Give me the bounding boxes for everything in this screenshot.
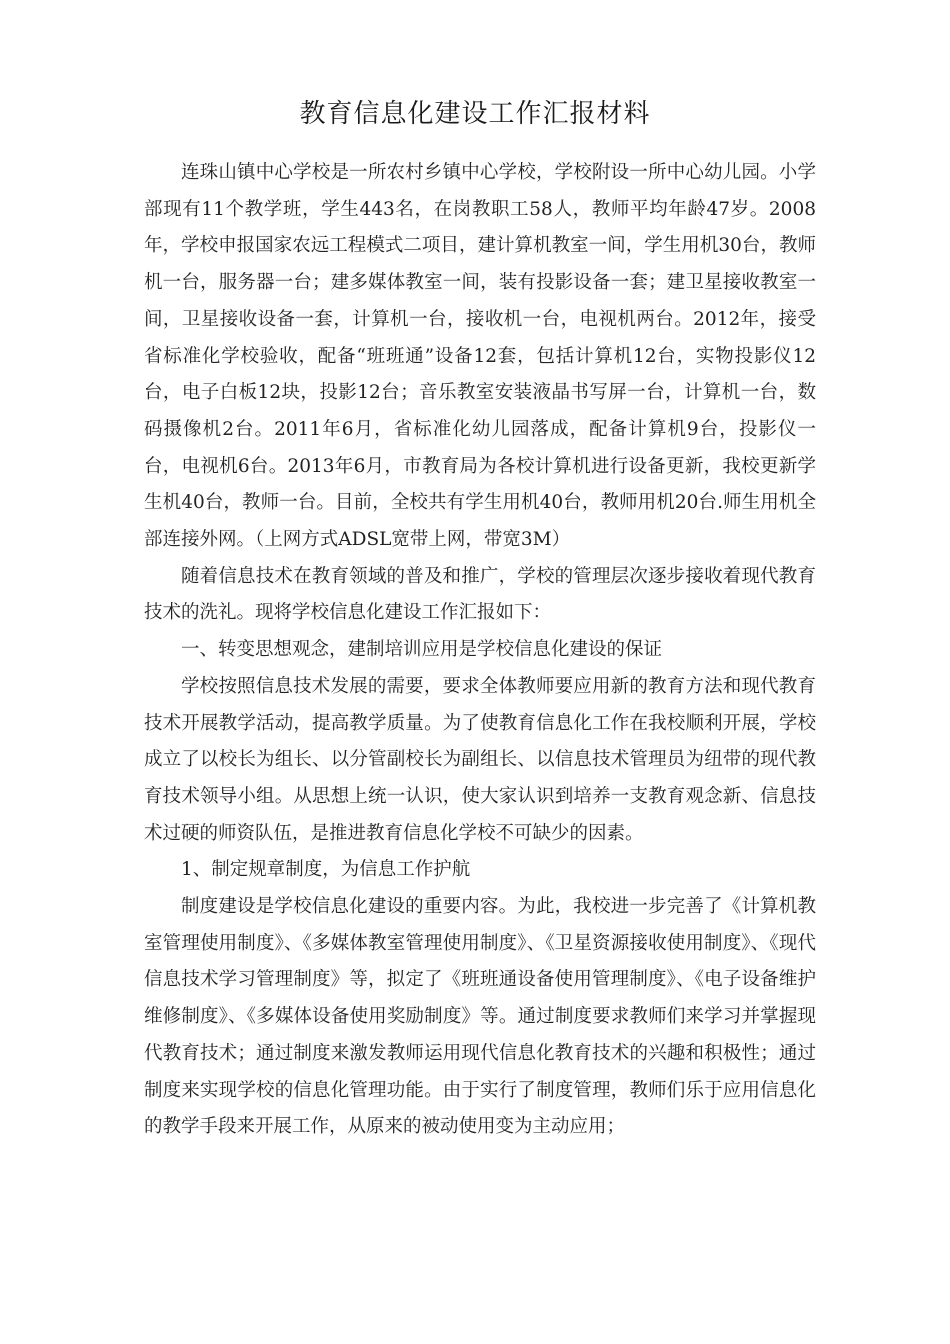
document-title: 教育信息化建设工作汇报材料 (299, 99, 651, 129)
subsection-heading-1: 1、制定规章制度，为信息工作护航 (181, 859, 471, 881)
paragraph-introduction: 随着信息技术在教育领域的普及和推广，学校的管理层次逐步接收着现代教育技术的洗礼。现将学校信息化建设工作汇报如下： (144, 565, 816, 624)
paragraph-school-overview: 连珠山镇中心学校是一所农村乡镇中心学校，学校附设一所中心幼儿园。小学部现有11个教学班，学生443名，在岗教职工58人，教师平均年龄47岁。2008年，学校申报国家农远工程模式二项目，建计算机教室一间，学生用机30台，教师机一台，服务器一台；建多媒体教室一间，装有投影设备一套；建卫星接收教室一间，卫星接收设备一套，计算机一台，接收机一台，电视机两台。2012年，接受省标准化学校验收，配备“班班通”设备12套，包括计算机12台，实物投影仪12台，电子白板12块，投影12台；音乐教室安装液晶书写屏一台，计算机一台，数码摄像机2台。2011年6月，省标准化幼儿园落成，配备计算机9台，投影仪一台，电视机6台。2013年6月，市教育局为各校计算机进行设备更新，我校更新学生机40台，教师一台。目前，全校共有学生用机40台，教师用机20台.师生用机全部连接外网。（上网方式ADSL宽带上网，带宽3M） (144, 162, 816, 551)
paragraph-regulations: 制度建设是学校信息化建设的重要内容。为此，我校进一步完善了《计算机教室管理使用制度》、《多媒体教室管理使用制度》、《卫星资源接收使用制度》、《现代信息技术学习管理制度》等，拟定了《班班通设备使用管理制度》、《电子设备维护维修制度》、《多媒体设备使用奖励制度》等。通过制度要求教师们来学习并掌握现代教育技术；通过制度来激发教师运用现代信息化教育技术的兴趣和积极性；通过制度来实现学校的信息化管理功能。由于实行了制度管理，教师们乐于应用信息化的教学手段来开展工作，从原来的被动使用变为主动应用； (144, 896, 816, 1138)
document-body (144, 155, 816, 1146)
paragraph-leadership-group: 学校按照信息技术发展的需要，要求全体教师要应用新的教育方法和现代教育技术开展教学活动，提高教学质量。为了使教育信息化工作在我校顺利开展，学校成立了以校长为组长、以分管副校长为副组长、以信息技术管理员为纽带的现代教育技术领导小组。从思想上统一认识，使大家认识到培养一支教育观念新、信息技术过硬的师资队伍，是推进教育信息化学校不可缺少的因素。 (144, 675, 816, 844)
section-heading-1: 一、转变思想观念，建制培训应用是学校信息化建设的保证 (181, 639, 663, 661)
